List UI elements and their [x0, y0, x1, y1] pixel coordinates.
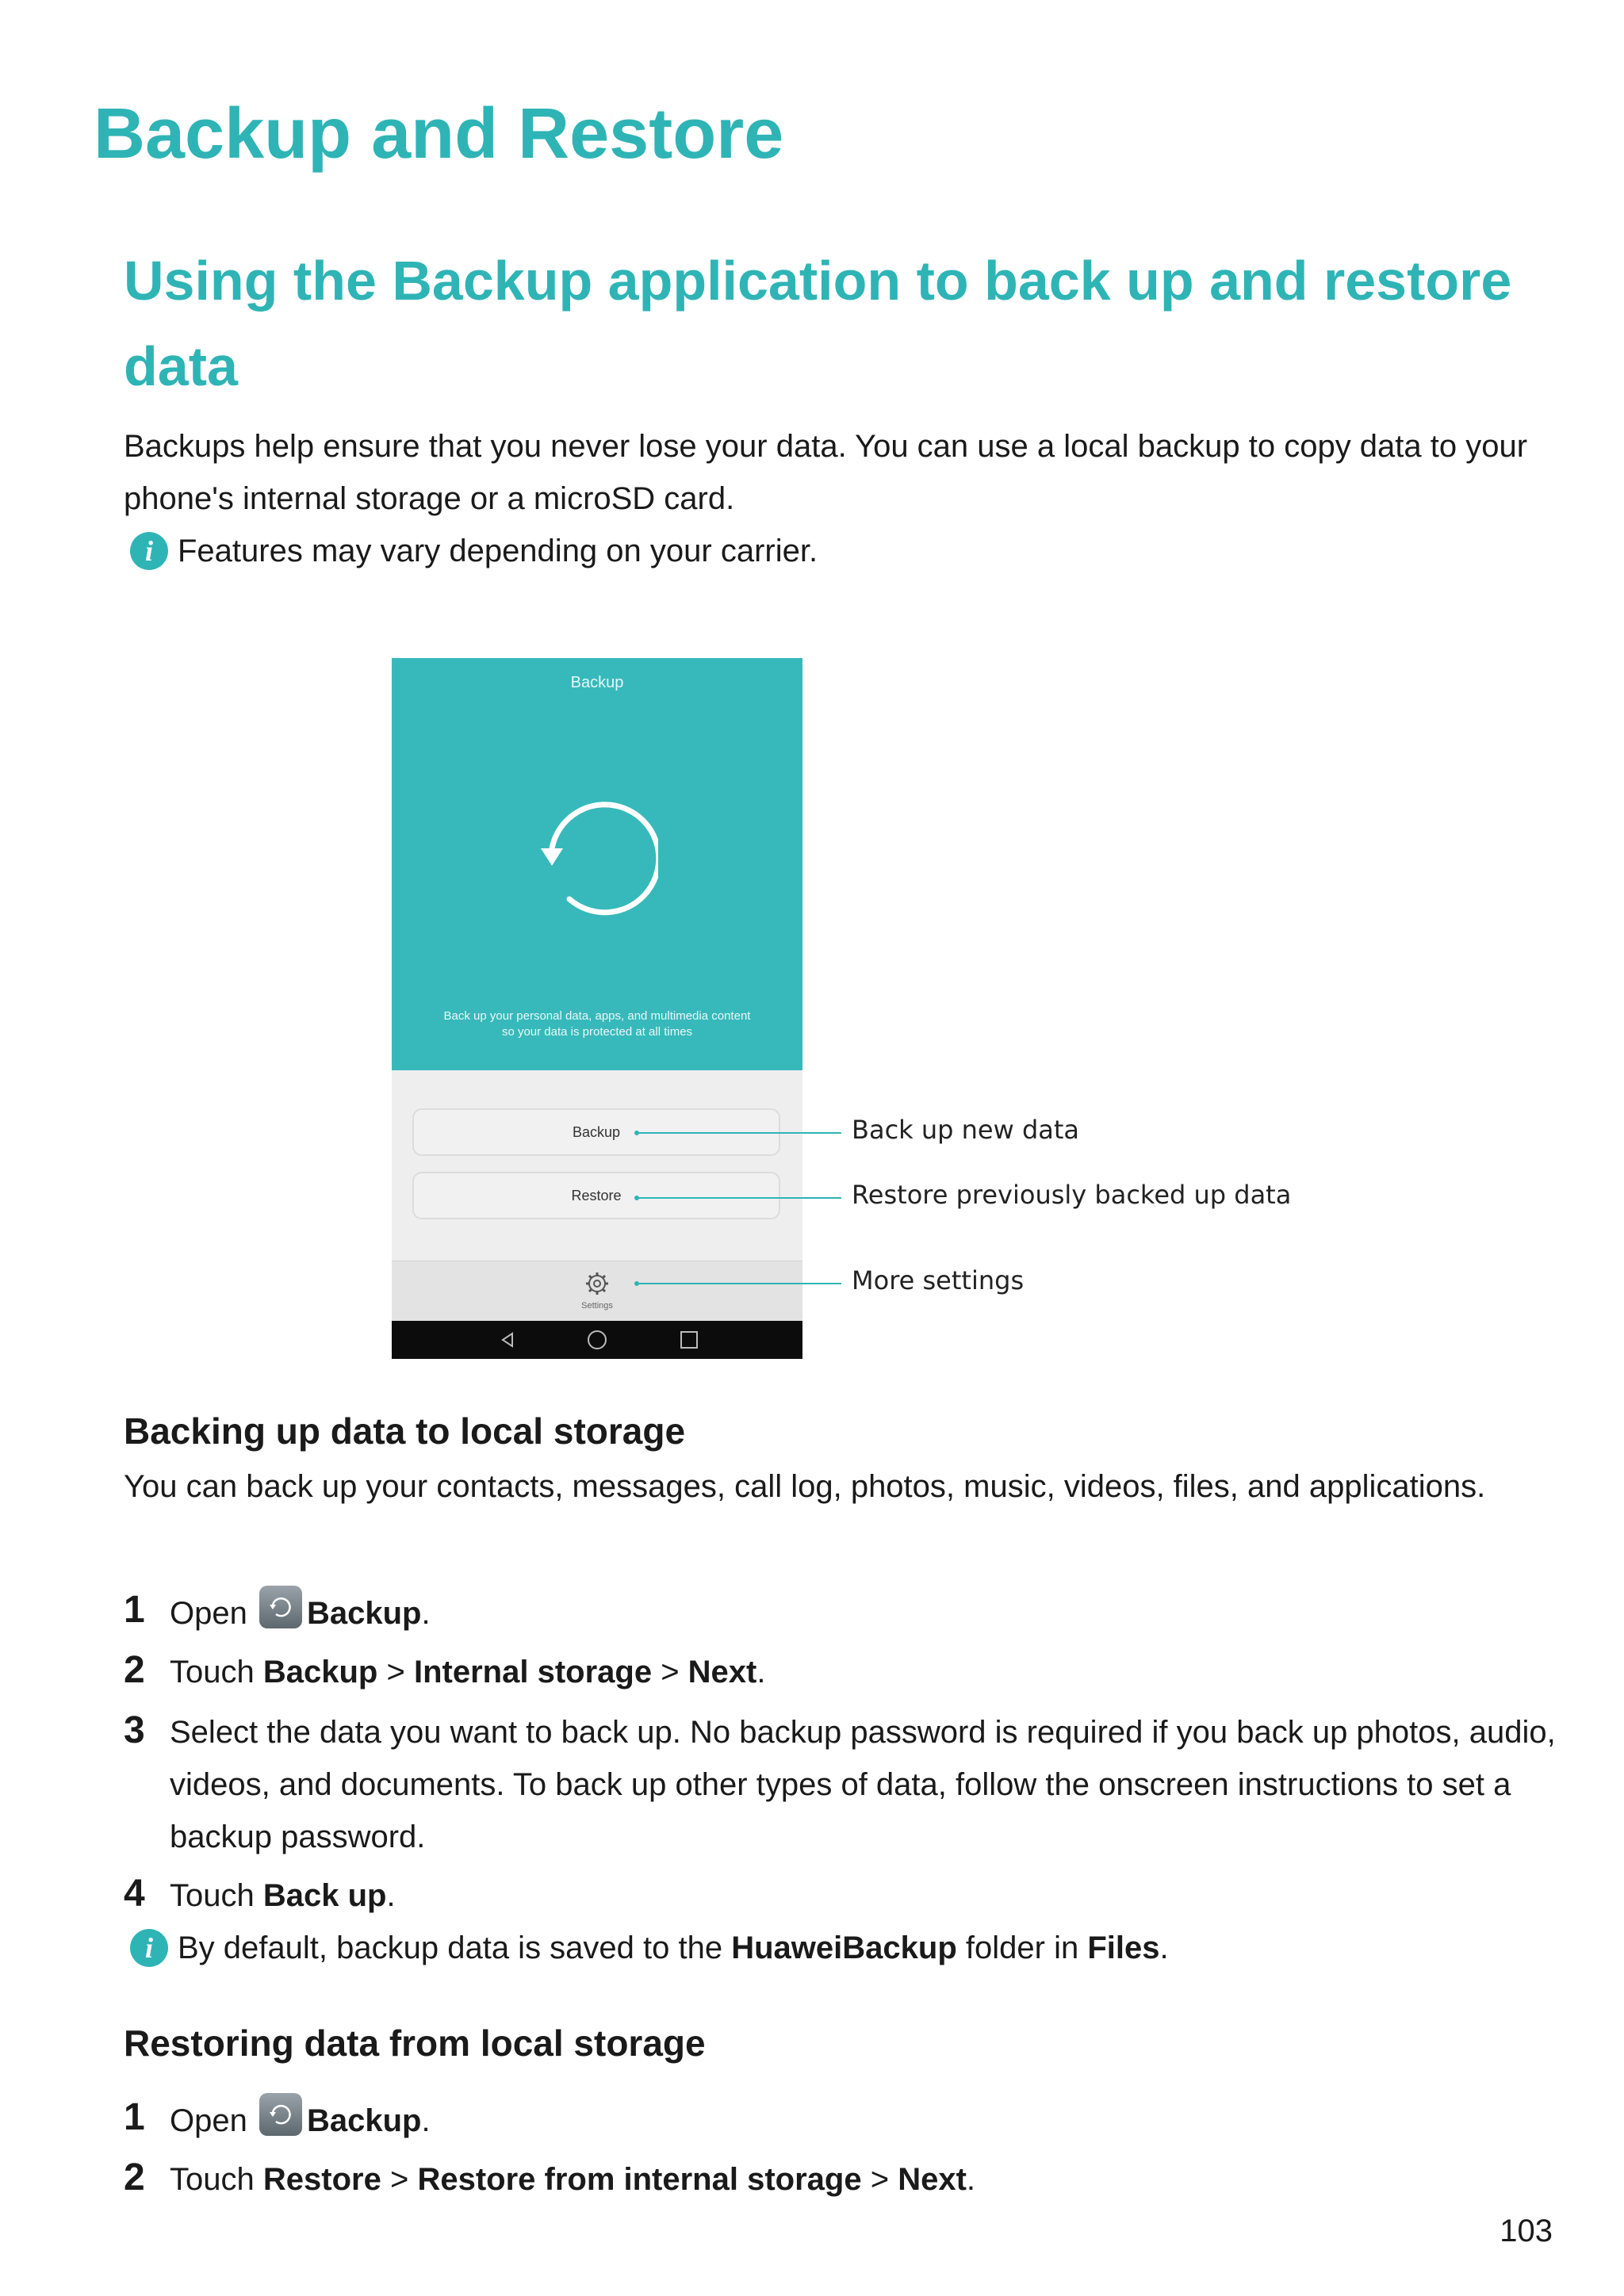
phone-description [423, 1008, 771, 1040]
step-bold: Restore from internal storage [417, 2162, 862, 2197]
step-text: Touch [170, 2162, 255, 2197]
recents-icon[interactable] [681, 1332, 697, 1348]
phone-description-line: Back up your personal data, apps, and multimedia content [443, 1009, 751, 1023]
phone-nav-bar [392, 1321, 802, 1359]
note-text: . [1159, 1931, 1169, 1965]
step-bold: Backup [306, 1596, 422, 1631]
note-text: folder in [965, 1931, 1079, 1965]
step-bold: Backup [262, 1655, 378, 1689]
backup-app-icon [259, 1586, 302, 1628]
note-bold: Files [1087, 1931, 1160, 1965]
step-text: . [421, 1596, 431, 1631]
step [124, 2153, 1575, 2206]
callout-line [637, 1283, 841, 1284]
step [124, 2093, 1575, 2147]
step [124, 1586, 1575, 1640]
step-text: > [386, 1655, 405, 1689]
step-number: 1 [124, 2096, 145, 2138]
step-bold: Backup [306, 2103, 422, 2138]
backup-app-icon [259, 2093, 302, 2136]
callout-line [637, 1132, 841, 1134]
phone-settings-bar[interactable] [392, 1261, 802, 1322]
callout-restore: Restore previously backed up data [852, 1180, 1292, 1210]
step-number: 2 [124, 1649, 145, 1691]
step-number: 3 [124, 1709, 145, 1751]
step-text: Touch [170, 1655, 255, 1689]
carrier-note-text: Features may vary depending on your carrier. [178, 534, 818, 568]
info-icon: i [130, 532, 168, 570]
phone-screenshot [392, 658, 802, 1359]
callout-line [637, 1197, 841, 1199]
step-text: Touch [170, 1878, 255, 1913]
phone-header-area [392, 658, 802, 1070]
step-number: 2 [124, 2156, 145, 2198]
section-title: Using the Backup application to back up and restore data [124, 250, 1512, 397]
default-location-note [130, 1922, 1169, 1974]
phone-description-line: so your data is protected at all times [501, 1025, 693, 1039]
step [124, 1706, 1575, 1863]
step [124, 1869, 1575, 1922]
step-text: Open [170, 2103, 247, 2138]
step-text: . [421, 2103, 431, 2138]
home-icon[interactable] [588, 1331, 606, 1349]
refresh-icon [536, 799, 658, 921]
gear-icon[interactable] [584, 1271, 610, 1296]
step-text: . [756, 1655, 766, 1689]
note-bold: HuaweiBackup [731, 1931, 957, 1965]
step-text: Open [170, 1596, 247, 1631]
step-bold: Restore [262, 2162, 381, 2197]
step-bold: Back up [262, 1878, 387, 1913]
step-text: . [966, 2162, 976, 2197]
phone-header-title: Backup [570, 674, 624, 691]
step-text: > [661, 1655, 680, 1689]
step-text: Select the data you want to back up. No backup password is required if you back up photos, audio, videos, and documents. To back up other types of data, follow the onscreen instructions to set a backup password. [170, 1715, 1556, 1854]
page-title: Backup and Restore [94, 94, 784, 174]
callout-backup: Back up new data [852, 1115, 1080, 1145]
note-text: By default, backup data is saved to the [178, 1931, 723, 1965]
step-text: > [389, 2162, 409, 2197]
intro-paragraph: Backups help ensure that you never lose your data. You can use a local backup to copy data to your phone's internal storage or a microSD card. [124, 429, 1528, 516]
step-bold: Next [688, 1655, 757, 1689]
back-icon[interactable] [503, 1334, 512, 1346]
callout-settings: More settings [852, 1265, 1025, 1295]
step-number: 1 [124, 1589, 145, 1631]
phone-settings-label: Settings [581, 1301, 613, 1311]
step-bold: Internal storage [413, 1655, 653, 1689]
subsection-title: Backing up data to local storage [124, 1410, 686, 1452]
phone-backup-button[interactable]: Backup [412, 1108, 780, 1156]
step-text: > [870, 2162, 890, 2197]
info-icon: i [130, 1929, 168, 1967]
carrier-note [130, 525, 818, 577]
step-bold: Next [898, 2162, 967, 2197]
subsection-intro: You can back up your contacts, messages, call log, photos, music, videos, files, and applications. [124, 1469, 1486, 1504]
subsection-title: Restoring data from local storage [124, 2022, 706, 2064]
step [124, 1646, 1575, 1698]
page-number: 103 [1500, 2214, 1553, 2248]
phone-restore-button[interactable]: Restore [412, 1172, 780, 1219]
step-number: 4 [124, 1873, 145, 1915]
step-text: . [386, 1878, 396, 1913]
